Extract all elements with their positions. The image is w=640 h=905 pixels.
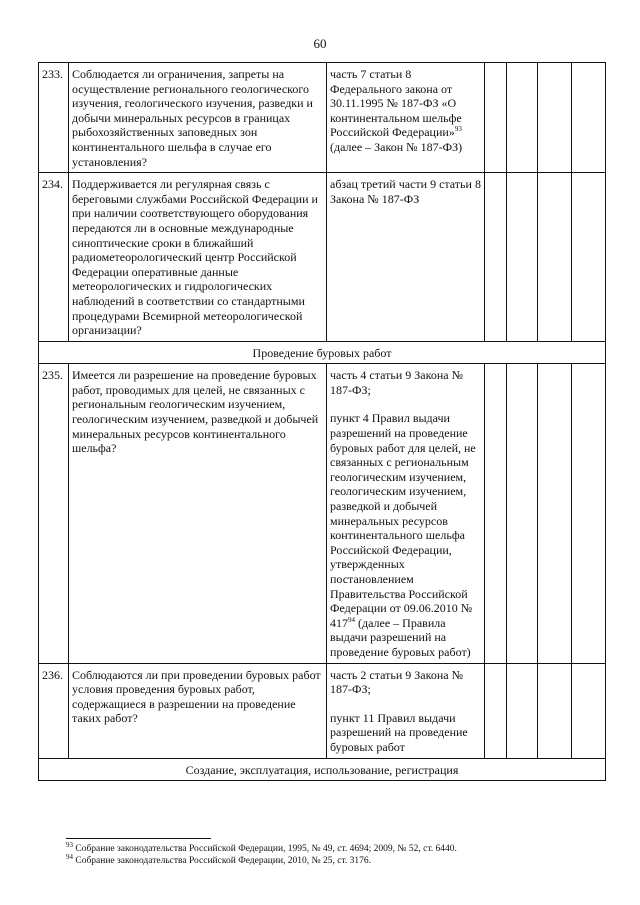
answer-cell (507, 173, 538, 342)
item-reference: часть 2 статьи 9 Закона № 187-ФЗ; пункт 11 Правил выдачи разрешений на проведение буровых работ (327, 663, 485, 758)
table-row (39, 663, 606, 758)
answer-cell (485, 173, 507, 342)
footnote: $^{93}$ Собрание законодательства Российской Федерации, 1995, № 49, ст. 4694; 2009, № 52, ст. 6440. (66, 840, 457, 854)
item-question: Поддерживается ли регулярная связь с береговыми службами Российской Федерации и при наличии соответствующего оборудования передаются ли в основные международные синоптические сроки в ближайший радиометеорологический центр Российской Федерации оперативные данные метеорологических и гидрологических наблюдений в соответствии со стандартными процедурами Всемирной метеорологической организации? (69, 173, 327, 342)
answer-cell (507, 663, 538, 758)
answer-cell (538, 364, 572, 663)
checklist-table (38, 62, 606, 781)
answer-cell (572, 63, 606, 173)
answer-cell (538, 173, 572, 342)
footnote: $^{94}$ Собрание законодательства Российской Федерации, 2010, № 25, ст. 3176. (66, 852, 372, 866)
table-row (39, 173, 606, 342)
answer-cell (507, 364, 538, 663)
answer-cell (485, 663, 507, 758)
table-row (39, 63, 606, 173)
answer-cell (572, 173, 606, 342)
table-row (39, 364, 606, 663)
item-question: Соблюдаются ли при проведении буровых работ условия проведения буровых работ, содержащиеся в разрешении на проведение таких работ? (69, 663, 327, 758)
section-title: Проведение буровых работ (39, 341, 606, 364)
footnote-divider (66, 838, 211, 839)
item-number: 236. (39, 663, 69, 758)
answer-cell (538, 63, 572, 173)
item-reference: часть 7 статьи 8 Федерального закона от 30.11.1995 № 187-ФЗ «О континентальном шельфе Российской Федерации»$^{93}$ (далее – Закон № 187-ФЗ) (327, 63, 485, 173)
footnote-ref: 93 (454, 125, 462, 134)
footnote-mark: 94 (66, 852, 73, 861)
page-number: 60 (313, 36, 327, 51)
section-title: Создание, эксплуатация, использование, регистрация (39, 758, 606, 781)
footnotes (66, 840, 606, 867)
answer-cell (538, 663, 572, 758)
item-reference: абзац третий части 9 статьи 8 Закона № 187-ФЗ (327, 173, 485, 342)
item-number: 235. (39, 364, 69, 663)
section-row (39, 341, 606, 364)
answer-cell (572, 663, 606, 758)
footnote-mark: 93 (66, 840, 73, 849)
item-question: Имеется ли разрешение на проведение буровых работ, проводимых для целей, не связанных с региональным геологическим изучением, геологическим изучением, разведкой и добычей минеральных ресурсов континентального шельфа? (69, 364, 327, 663)
item-number: 233. (39, 63, 69, 173)
answer-cell (507, 63, 538, 173)
item-reference: часть 4 статьи 9 Закона № 187-ФЗ; пункт 4 Правил выдачи разрешений на проведение буровых работ для целей, не связанных с региональным геологическим изучением, геологическим изучением, разведкой и добычей минеральных ресурсов континентального шельфа Российской Федерации, утвержденных постановлением Правительства Российской Федерации от 09.06.2010 № $417^{94}$ (далее – Правила выдачи разрешений на проведение буровых работ) (327, 364, 485, 663)
answer-cell (485, 63, 507, 173)
section-row (39, 758, 606, 781)
answer-cell (572, 364, 606, 663)
item-number: 234. (39, 173, 69, 342)
footnote-ref: 94 (348, 615, 355, 624)
item-question: Соблюдается ли ограничения, запреты на осуществление регионального геологического изучения, геологического изучения, разведки и добычи минеральных ресурсов в границах рыбохозяйственных заповедных зон континентального шельфа в случае его установления? (69, 63, 327, 173)
answer-cell (485, 364, 507, 663)
